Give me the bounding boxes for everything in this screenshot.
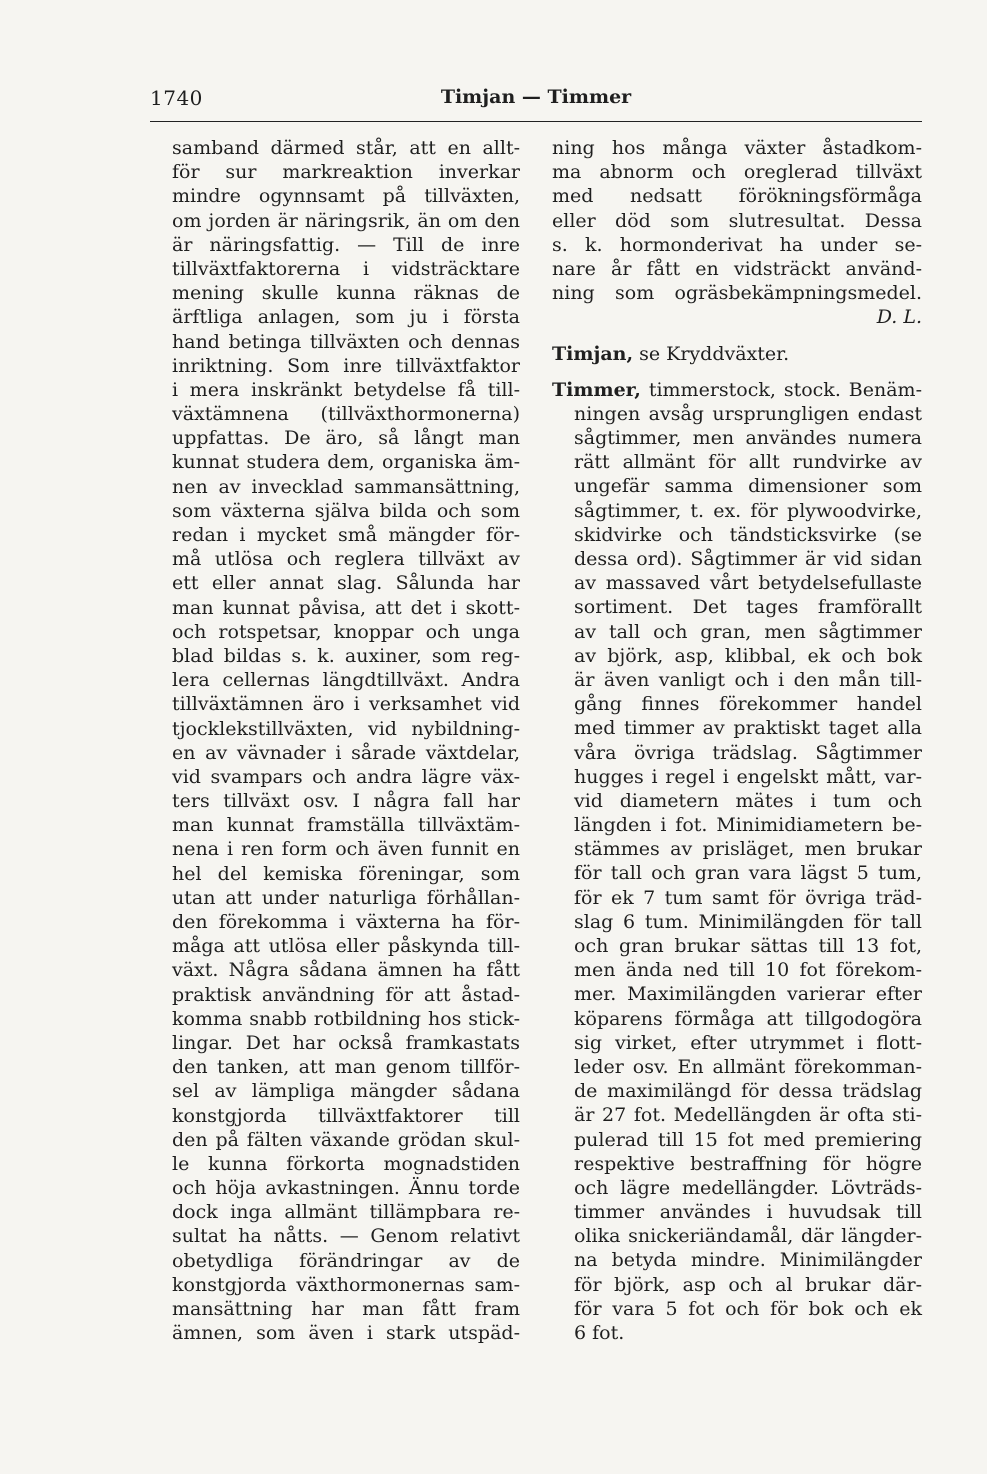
text-line: inriktning. Som inre tillväxtfaktor — [172, 354, 520, 377]
text-line: den förekomma i växterna ha för- — [172, 911, 520, 933]
text-line: är näringsfattig. — Till de inre — [172, 233, 520, 256]
text-line: kunnat studera dem, organiska äm- — [172, 451, 520, 474]
text-line: och gran brukar sättas till 13 fot, — [574, 935, 922, 957]
text-line: av tall och gran, men sågtimmer — [574, 620, 922, 643]
text-line: och höja avkastningen. Ännu torde — [172, 1177, 520, 1200]
text-line: olika snickeriändamål, där längder- — [574, 1225, 922, 1248]
text-line: måga att utlösa eller påskynda till- — [172, 935, 520, 958]
text-line: sågtimmer, t. ex. för plywoodvirke, — [574, 499, 922, 522]
text-line: växt. Några sådana ämnen ha fått — [172, 959, 520, 982]
text-line: vid diametern mätes i tum och — [574, 789, 922, 812]
text-line: ungefär samma dimensioner som — [574, 475, 922, 498]
header-rule — [150, 121, 922, 122]
text-line: ning hos många växter åstadkom- — [552, 137, 922, 159]
text-line: pulerad till 15 fot med premiering — [574, 1128, 922, 1151]
text-line: rätt allmänt för allt rundvirke av — [574, 451, 922, 474]
text-line: sultat ha nåtts. — Genom relativt — [172, 1225, 520, 1248]
text-line: redan i mycket små mängder för- — [172, 524, 520, 546]
entry-timjan — [552, 342, 922, 366]
text-line: eller död som slutresultat. Dessa — [552, 209, 922, 232]
page-header — [150, 86, 922, 114]
text-line: ningen avsåg ursprungligen endast — [574, 402, 922, 425]
text-line: köparens förmåga att tillgodogöra — [574, 1007, 922, 1030]
text-line: slag 6 tum. Minimilängden för tall — [574, 910, 922, 933]
text-line: som växterna själva bilda och som — [172, 499, 520, 522]
text-line: i mera inskränkt betydelse få till- — [172, 378, 520, 401]
text-line: nare år fått en vidsträckt använd- — [552, 257, 922, 280]
text-line: och lägre medellängder. Lövträds- — [574, 1176, 922, 1199]
text-line: en av vävnader i sårade växtdelar, — [172, 741, 520, 764]
text-line: för björk, asp och al brukar där- — [574, 1273, 922, 1296]
text-line: mindre ogynnsamt på tillväxten, — [172, 185, 520, 208]
text-line: växtämnena (tillväxthormonerna) — [172, 403, 520, 426]
entry-timmer-first-line — [552, 378, 922, 402]
text-line: timmer användes i huvudsak till — [574, 1201, 922, 1224]
text-line: längden i fot. Minimidiametern be- — [574, 814, 922, 837]
entry-spacer — [552, 366, 922, 378]
headword-timmer: Timmer, — [552, 378, 641, 401]
text-line: tillväxtfaktorerna i vidsträcktare — [172, 257, 520, 280]
text-line: nen av invecklad sammansättning, — [172, 475, 520, 498]
text-line: ämnen, som även i stark utspäd- — [172, 1322, 520, 1345]
text-line: komma snabb rotbildning hos stick- — [172, 1007, 520, 1030]
text-line: praktisk användning för att åstad- — [172, 983, 520, 1006]
text-line: sortiment. Det tages framförallt — [574, 596, 922, 619]
text-line: vid svampars och andra lägre väx- — [172, 765, 520, 788]
text-line: våra övriga trädslag. Sågtimmer — [574, 741, 922, 764]
text-line: man kunnat påvisa, att det i skott- — [172, 596, 520, 619]
text-line: sig virket, efter utrymmet i flott- — [574, 1031, 922, 1054]
text-line: mansättning har man fått fram — [172, 1298, 520, 1320]
text-line: är 27 fot. Medellängden är ofta sti- — [574, 1104, 922, 1127]
text-line: för sur markreaktion inverkar — [172, 161, 520, 184]
text-line: tillväxtämnen äro i verksamhet vid — [172, 693, 520, 716]
text-line: den på fälten växande grödan skul- — [172, 1128, 520, 1151]
text-line: lingar. Det har också framkastats — [172, 1031, 520, 1054]
entry-timmer-text: timmerstock, stock. Benäm- — [640, 378, 922, 401]
text-line: ning som ogräsbekämpningsmedel. — [552, 282, 922, 305]
text-line: utan att under naturliga förhållan- — [172, 886, 520, 909]
text-line: stämmes av prisläget, men brukar — [574, 838, 922, 861]
author-signature: D. L. — [876, 306, 922, 329]
text-line: sel av lämpliga mängder sådana — [172, 1080, 520, 1103]
text-line: de maximilängd för dessa trädslag — [574, 1080, 922, 1103]
text-line: av massaved vårt betydelsefullaste — [574, 572, 922, 595]
text-line: för tall och gran vara lägst 5 tum, — [574, 862, 922, 885]
text-line: ters tillväxt osv. I några fall har — [172, 790, 520, 813]
text-line: skidvirke och tändsticksvirke (se — [574, 523, 922, 546]
text-line: ärftliga anlagen, som ju i första — [172, 306, 520, 329]
text-line: tjocklekstillväxten, vid nybildning- — [172, 717, 520, 740]
text-line: konstgjorda tillväxtfaktorer till — [172, 1104, 520, 1127]
text-line: hand betinga tillväxten och dennas — [172, 330, 520, 353]
text-line: om jorden är näringsrik, än om den — [172, 209, 520, 232]
text-line: sågtimmer, men användes numera — [574, 427, 922, 450]
text-line: nena i ren form och även funnit en — [172, 838, 520, 861]
text-line: obetydliga förändringar av de — [172, 1249, 520, 1272]
text-line: den tanken, att man genom tillför- — [172, 1056, 520, 1079]
text-line: mening skulle kunna räknas de — [172, 282, 520, 305]
text-line: na betyda mindre. Minimilängder — [574, 1249, 922, 1272]
text-line: le kunna förkorta mognadstiden — [172, 1152, 520, 1175]
text-line: respektive bestraffning för högre — [574, 1152, 922, 1175]
text-line: lera cellernas längdtillväxt. Andra — [172, 669, 520, 692]
text-line: av björk, asp, klibbal, ek och bok — [574, 644, 922, 667]
text-line: man kunnat framställa tillväxtäm- — [172, 814, 520, 837]
text-line: 6 fot. — [574, 1322, 625, 1344]
text-line: och rotspetsar, knoppar och unga — [172, 620, 520, 643]
text-line: blad bildas s. k. auxiner, som reg- — [172, 644, 520, 667]
page-number: 1740 — [150, 86, 203, 110]
text-line: gång finnes förekommer handel — [574, 693, 922, 716]
text-line: konstgjorda växthormonernas sam- — [172, 1273, 520, 1296]
text-line: uppfattas. De äro, så långt man — [172, 427, 520, 450]
text-line: för vara 5 fot och för bok och ek — [574, 1297, 922, 1320]
text-line: hel del kemiska föreningar, som — [172, 862, 520, 885]
left-column — [172, 136, 520, 1345]
text-line: s. k. hormonderivat ha under se- — [552, 233, 922, 256]
text-line: leder osv. En allmänt förekomman- — [574, 1055, 922, 1078]
right-column — [552, 136, 922, 1345]
running-head: Timjan — Timmer — [440, 86, 632, 108]
headword-timjan: Timjan, — [552, 342, 634, 365]
text-line: må utlösa och reglera tillväxt av — [172, 548, 520, 571]
text-line: med timmer av praktiskt taget alla — [574, 717, 922, 740]
text-line: är även vanligt och i den mån till- — [574, 668, 922, 691]
text-line: dessa ord). Sågtimmer är vid sidan — [574, 548, 922, 570]
text-line: med nedsatt förökningsförmåga — [552, 185, 922, 208]
text-line: men ända ned till 10 fot förekom- — [574, 959, 922, 982]
text-line: dock inga allmänt tillämpbara re- — [172, 1201, 520, 1224]
text-line: ett eller annat slag. Sålunda har — [172, 572, 520, 595]
text-line: samband därmed står, att en allt- — [172, 137, 520, 159]
entry-spacer — [552, 330, 922, 342]
text-line: mer. Maximilängden varierar efter — [574, 983, 922, 1006]
text-line: hugges i regel i engelskt mått, var- — [574, 765, 922, 788]
text-line: ma abnorm och oreglerad tillväxt — [552, 161, 922, 184]
entry-timjan-text: se Kryddväxter. — [633, 342, 790, 365]
text-line: för ek 7 tum samt för övriga träd- — [574, 886, 922, 909]
